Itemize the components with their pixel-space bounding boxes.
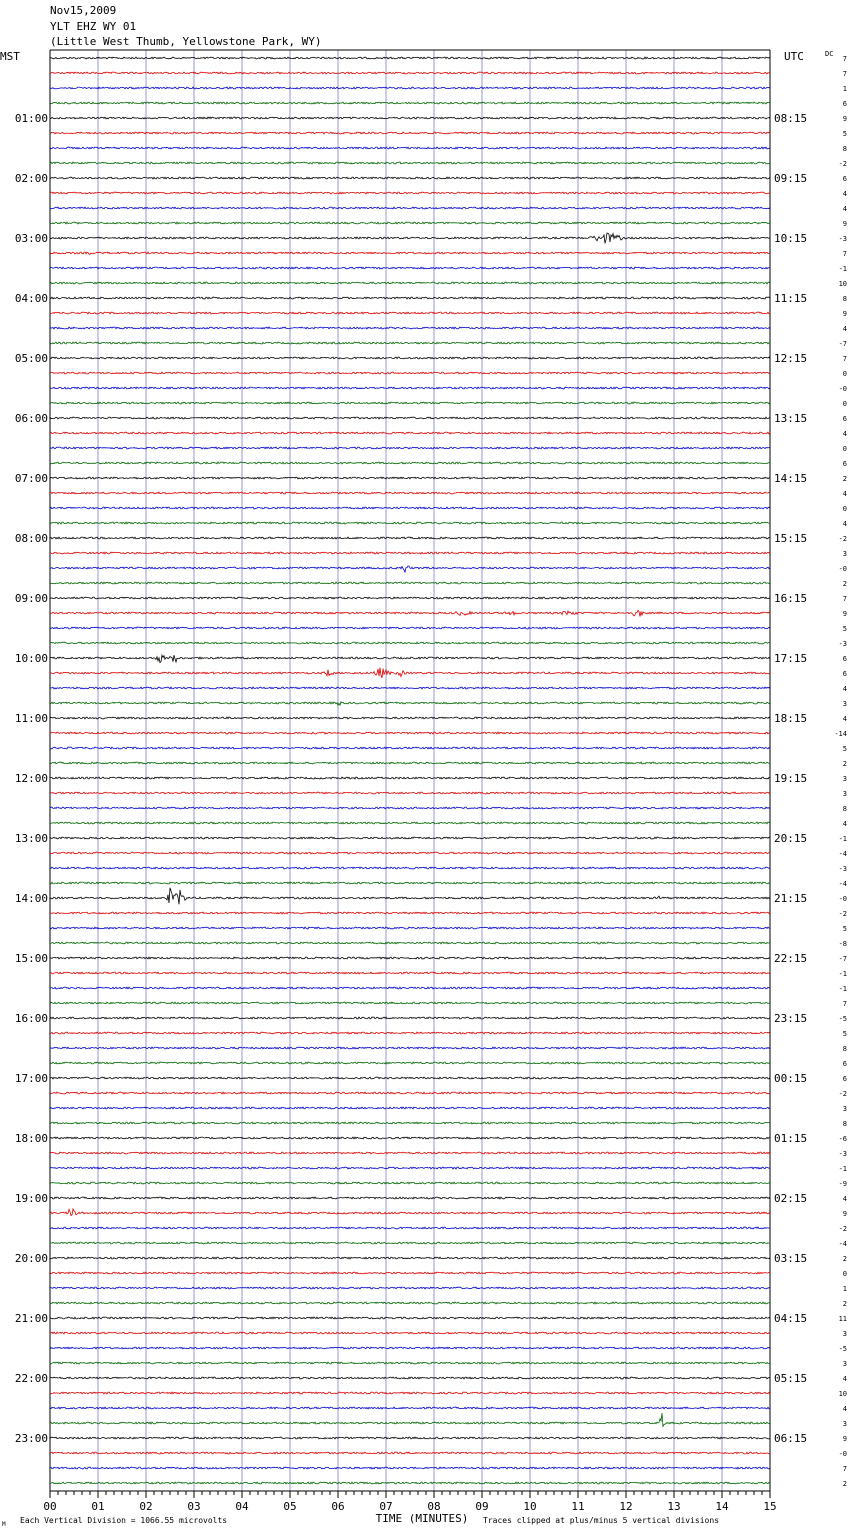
dc-offset-row-61: -1 (838, 970, 847, 978)
trace-row-71 (50, 1122, 770, 1124)
trace-row-60 (50, 957, 770, 959)
station-location: (Little West Thumb, Yellowstone Park, WY) (50, 35, 322, 48)
mst-hour-label: 19:00 (14, 1192, 48, 1205)
mst-hour-label: 04:00 (14, 292, 48, 305)
dc-offset-row-57: -2 (838, 910, 847, 918)
trace-row-94 (50, 1467, 770, 1469)
dc-offset-row-46: 5 (842, 745, 847, 753)
trace-row-70 (50, 1107, 770, 1109)
dc-offset-row-32: -2 (838, 535, 847, 543)
dc-offset-row-41: 6 (842, 670, 847, 678)
dc-offset-row-37: 9 (842, 610, 847, 618)
dc-offset-row-56: -0 (838, 895, 847, 903)
dc-offset-row-27: 6 (842, 460, 847, 468)
trace-row-17 (50, 312, 770, 314)
dc-offset-row-58: 5 (842, 925, 847, 933)
trace-row-34 (50, 566, 770, 572)
trace-row-82 (50, 1287, 770, 1289)
trace-row-12 (50, 233, 770, 243)
trace-row-74 (50, 1167, 770, 1169)
trace-row-29 (50, 492, 770, 494)
x-tick-label: 12 (619, 1500, 633, 1513)
trace-row-91 (50, 1413, 770, 1427)
dc-offset-row-10: 4 (842, 205, 847, 213)
dc-offset-row-70: 3 (842, 1105, 847, 1113)
dc-column-label: DC (825, 50, 834, 58)
trace-row-54 (50, 867, 770, 869)
dc-offset-row-75: -9 (838, 1180, 847, 1188)
utc-hour-label: 11:15 (774, 292, 808, 305)
trace-row-23 (50, 402, 770, 404)
trace-row-42 (50, 687, 770, 689)
mst-hour-label: 17:00 (14, 1072, 48, 1085)
dc-offset-row-67: 6 (842, 1060, 847, 1068)
mst-hour-label: 16:00 (14, 1012, 48, 1025)
dc-offset-row-12: -3 (838, 235, 847, 243)
dc-offset-row-28: 2 (842, 475, 847, 483)
trace-row-39 (50, 642, 770, 644)
dc-offset-row-2: 1 (842, 85, 847, 93)
utc-hour-label: 06:15 (774, 1432, 808, 1445)
utc-hour-label: 04:15 (774, 1312, 808, 1325)
dc-offset-row-40: 6 (842, 655, 847, 663)
dc-offset-row-6: 8 (842, 145, 847, 153)
trace-row-63 (50, 1002, 770, 1004)
dc-offset-row-85: 3 (842, 1330, 847, 1338)
trace-row-87 (50, 1362, 770, 1364)
x-tick-label: 00 (43, 1500, 57, 1513)
trace-row-86 (50, 1347, 770, 1349)
mst-hour-label: 07:00 (14, 472, 48, 485)
trace-row-18 (50, 327, 770, 329)
trace-row-49 (50, 792, 770, 794)
x-tick-label: 11 (571, 1500, 585, 1513)
trace-row-78 (50, 1227, 770, 1229)
trace-row-64 (50, 1017, 770, 1019)
utc-hour-label: 23:15 (774, 1012, 808, 1025)
trace-row-84 (50, 1317, 770, 1319)
trace-row-92 (50, 1437, 770, 1439)
utc-hour-label: 02:15 (774, 1192, 808, 1205)
dc-offset-row-30: 0 (842, 505, 847, 513)
trace-row-0 (50, 57, 770, 59)
dc-offset-row-86: -5 (838, 1345, 847, 1353)
dc-offset-row-25: 4 (842, 430, 847, 438)
trace-row-43 (50, 702, 770, 706)
mst-hour-label: 14:00 (14, 892, 48, 905)
trace-row-90 (50, 1407, 770, 1409)
trace-row-41 (50, 668, 770, 678)
trace-row-58 (50, 927, 770, 929)
mst-hour-label: 12:00 (14, 772, 48, 785)
x-tick-label: 04 (235, 1500, 249, 1513)
utc-hour-label: 03:15 (774, 1252, 808, 1265)
dc-offset-row-83: 2 (842, 1300, 847, 1308)
trace-row-75 (50, 1182, 770, 1184)
dc-offset-row-11: 9 (842, 220, 847, 228)
dc-offset-row-5: 5 (842, 130, 847, 138)
utc-hour-label: 01:15 (774, 1132, 808, 1145)
trace-row-93 (50, 1452, 770, 1454)
dc-offset-row-43: 3 (842, 700, 847, 708)
dc-offset-row-23: 0 (842, 400, 847, 408)
trace-row-2 (50, 87, 770, 89)
dc-offset-row-18: 4 (842, 325, 847, 333)
trace-row-57 (50, 912, 770, 914)
dc-offset-row-81: 0 (842, 1270, 847, 1278)
dc-offset-row-42: 4 (842, 685, 847, 693)
trace-row-8 (50, 177, 770, 179)
x-tick-label: 09 (475, 1500, 489, 1513)
trace-row-28 (50, 477, 770, 479)
utc-hour-label: 19:15 (774, 772, 808, 785)
dc-offset-row-90: 4 (842, 1405, 847, 1413)
dc-offset-row-52: -1 (838, 835, 847, 843)
dc-offset-row-92: 9 (842, 1435, 847, 1443)
x-tick-label: 02 (139, 1500, 153, 1513)
dc-offset-row-38: 5 (842, 625, 847, 633)
dc-offset-row-94: 7 (842, 1465, 847, 1473)
trace-row-73 (50, 1152, 770, 1154)
utc-hour-label: 20:15 (774, 832, 808, 845)
trace-row-25 (50, 432, 770, 434)
mst-hour-label: 22:00 (14, 1372, 48, 1385)
dc-offset-row-13: 7 (842, 250, 847, 258)
trace-row-68 (50, 1077, 770, 1079)
trace-row-40 (50, 655, 770, 662)
dc-offset-row-3: 6 (842, 100, 847, 108)
dc-offset-row-76: 4 (842, 1195, 847, 1203)
dc-offset-row-62: -1 (838, 985, 847, 993)
trace-row-10 (50, 207, 770, 209)
trace-row-53 (50, 852, 770, 854)
trace-row-81 (50, 1272, 770, 1274)
x-tick-label: 05 (283, 1500, 297, 1513)
dc-offset-row-45: -14 (834, 730, 847, 738)
trace-row-89 (50, 1392, 770, 1394)
trace-row-38 (50, 627, 770, 629)
dc-offset-row-29: 4 (842, 490, 847, 498)
dc-offset-row-64: -5 (838, 1015, 847, 1023)
trace-row-50 (50, 807, 770, 809)
trace-row-22 (50, 387, 770, 389)
dc-offset-row-24: 6 (842, 415, 847, 423)
dc-offset-row-53: -4 (838, 850, 847, 858)
trace-row-24 (50, 417, 770, 419)
x-tick-label: 13 (667, 1500, 681, 1513)
trace-row-45 (50, 732, 770, 734)
trace-row-4 (50, 117, 770, 119)
mst-hour-label: 02:00 (14, 172, 48, 185)
dc-offset-row-17: 9 (842, 310, 847, 318)
clip-note: Traces clipped at plus/minus 5 vertical divisions (483, 1516, 720, 1525)
dc-offset-row-22: -0 (838, 385, 847, 393)
dc-offset-row-69: -2 (838, 1090, 847, 1098)
utc-hour-label: 21:15 (774, 892, 808, 905)
mst-hour-label: 08:00 (14, 532, 48, 545)
dc-offset-row-91: 3 (842, 1420, 847, 1428)
utc-hour-label: 22:15 (774, 952, 808, 965)
trace-row-3 (50, 102, 770, 104)
trace-row-20 (50, 357, 770, 359)
dc-offset-row-68: 6 (842, 1075, 847, 1083)
trace-row-46 (50, 747, 770, 749)
x-axis-title: TIME (MINUTES) (375, 1512, 469, 1525)
trace-row-83 (50, 1302, 770, 1304)
trace-row-67 (50, 1062, 770, 1064)
trace-row-33 (50, 552, 770, 554)
mst-hour-label: 09:00 (14, 592, 48, 605)
trace-row-13 (50, 252, 770, 254)
dc-offset-row-7: -2 (838, 160, 847, 168)
trace-row-44 (50, 717, 770, 719)
mst-hour-label: 23:00 (14, 1432, 48, 1445)
mst-hour-label: 03:00 (14, 232, 48, 245)
trace-row-48 (50, 777, 770, 779)
dc-offset-row-9: 4 (842, 190, 847, 198)
trace-row-31 (50, 522, 770, 524)
x-tick-label: 14 (715, 1500, 729, 1513)
dc-offset-row-77: 9 (842, 1210, 847, 1218)
trace-row-32 (50, 537, 770, 539)
trace-row-36 (50, 597, 770, 599)
dc-offset-row-1: 7 (842, 70, 847, 78)
utc-hour-label: 08:15 (774, 112, 808, 125)
dc-offset-row-93: -0 (838, 1450, 847, 1458)
mst-hour-label: 05:00 (14, 352, 48, 365)
dc-offset-row-49: 3 (842, 790, 847, 798)
trace-row-51 (50, 822, 770, 824)
trace-row-14 (50, 267, 770, 269)
dc-offset-row-36: 7 (842, 595, 847, 603)
trace-row-9 (50, 192, 770, 194)
trace-row-66 (50, 1047, 770, 1049)
trace-row-35 (50, 582, 770, 584)
trace-row-56 (50, 888, 770, 905)
dc-offset-row-34: -0 (838, 565, 847, 573)
dc-offset-row-50: 8 (842, 805, 847, 813)
x-tick-label: 01 (91, 1500, 105, 1513)
dc-offset-row-33: 3 (842, 550, 847, 558)
dc-offset-row-0: 7 (842, 55, 847, 63)
dc-offset-row-21: 0 (842, 370, 847, 378)
scale-note: Each Vertical Division = 1066.55 microvolts (20, 1516, 228, 1525)
dc-offset-row-59: -8 (838, 940, 847, 948)
utc-hour-label: 10:15 (774, 232, 808, 245)
dc-offset-row-60: -7 (838, 955, 847, 963)
x-tick-label: 07 (379, 1500, 393, 1513)
right-timezone-label: UTC (784, 50, 804, 63)
trace-row-27 (50, 462, 770, 464)
dc-offset-row-80: 2 (842, 1255, 847, 1263)
utc-hour-label: 00:15 (774, 1072, 808, 1085)
mst-hour-label: 13:00 (14, 832, 48, 845)
utc-hour-label: 18:15 (774, 712, 808, 725)
trace-row-6 (50, 147, 770, 149)
dc-offset-row-73: -3 (838, 1150, 847, 1158)
dc-offset-row-51: 4 (842, 820, 847, 828)
trace-row-69 (50, 1092, 770, 1094)
trace-row-15 (50, 282, 770, 284)
trace-row-26 (50, 447, 770, 449)
mst-hour-label: 18:00 (14, 1132, 48, 1145)
dc-offset-row-35: 2 (842, 580, 847, 588)
dc-offset-row-47: 2 (842, 760, 847, 768)
station-code: YLT EHZ WY 01 (50, 20, 137, 33)
trace-row-37 (50, 610, 770, 616)
dc-offset-row-8: 6 (842, 175, 847, 183)
trace-row-19 (50, 342, 770, 344)
utc-hour-label: 05:15 (774, 1372, 808, 1385)
trace-row-52 (50, 837, 770, 839)
x-tick-label: 10 (523, 1500, 537, 1513)
trace-row-80 (50, 1257, 770, 1259)
mst-hour-label: 01:00 (14, 112, 48, 125)
dc-offset-row-82: 1 (842, 1285, 847, 1293)
mst-hour-label: 06:00 (14, 412, 48, 425)
dc-offset-row-71: 8 (842, 1120, 847, 1128)
dc-offset-row-48: 3 (842, 775, 847, 783)
x-tick-label: 03 (187, 1500, 201, 1513)
dc-offset-row-87: 3 (842, 1360, 847, 1368)
trace-row-62 (50, 987, 770, 989)
utc-hour-label: 16:15 (774, 592, 808, 605)
trace-row-59 (50, 942, 770, 944)
dc-offset-row-78: -2 (838, 1225, 847, 1233)
mst-hour-label: 15:00 (14, 952, 48, 965)
corner-mark: M (2, 1521, 6, 1528)
trace-row-77 (50, 1209, 770, 1216)
x-tick-label: 06 (331, 1500, 345, 1513)
dc-offset-row-44: 4 (842, 715, 847, 723)
trace-row-5 (50, 132, 770, 134)
trace-row-47 (50, 762, 770, 764)
trace-row-85 (50, 1332, 770, 1334)
trace-row-55 (50, 882, 770, 884)
dc-offset-row-54: -3 (838, 865, 847, 873)
trace-row-72 (50, 1137, 770, 1139)
dc-offset-row-95: 2 (842, 1480, 847, 1488)
trace-row-16 (50, 297, 770, 299)
dc-offset-row-16: 8 (842, 295, 847, 303)
dc-offset-row-19: -7 (838, 340, 847, 348)
trace-row-30 (50, 507, 770, 509)
dc-offset-row-63: 7 (842, 1000, 847, 1008)
dc-offset-row-66: 8 (842, 1045, 847, 1053)
trace-row-21 (50, 372, 770, 374)
dc-offset-row-39: -3 (838, 640, 847, 648)
dc-offset-row-84: 11 (838, 1315, 847, 1323)
trace-row-1 (50, 72, 770, 74)
dc-offset-row-26: 0 (842, 445, 847, 453)
trace-row-79 (50, 1242, 770, 1244)
trace-row-65 (50, 1032, 770, 1034)
utc-hour-label: 13:15 (774, 412, 808, 425)
dc-offset-row-14: -1 (838, 265, 847, 273)
utc-hour-label: 14:15 (774, 472, 808, 485)
dc-offset-row-4: 9 (842, 115, 847, 123)
dc-offset-row-89: 10 (838, 1390, 847, 1398)
x-tick-label: 08 (427, 1500, 441, 1513)
dc-offset-row-15: 10 (838, 280, 847, 288)
dc-offset-row-65: 5 (842, 1030, 847, 1038)
dc-offset-row-72: -6 (838, 1135, 847, 1143)
trace-row-88 (50, 1377, 770, 1379)
dc-offset-row-20: 7 (842, 355, 847, 363)
dc-offset-row-74: -1 (838, 1165, 847, 1173)
record-date: Nov15,2009 (50, 4, 117, 17)
trace-row-95 (50, 1482, 770, 1484)
utc-hour-label: 15:15 (774, 532, 808, 545)
trace-row-7 (50, 162, 770, 164)
dc-offset-row-79: -4 (838, 1240, 847, 1248)
left-timezone-label: MST (0, 50, 20, 63)
x-tick-label: 15 (763, 1500, 777, 1513)
mst-hour-label: 20:00 (14, 1252, 48, 1265)
dc-offset-row-55: -4 (838, 880, 847, 888)
dc-offset-row-31: 4 (842, 520, 847, 528)
dc-offset-row-88: 4 (842, 1375, 847, 1383)
trace-row-61 (50, 972, 770, 974)
trace-row-11 (50, 222, 770, 224)
mst-hour-label: 21:00 (14, 1312, 48, 1325)
trace-row-76 (50, 1197, 770, 1199)
mst-hour-label: 11:00 (14, 712, 48, 725)
utc-hour-label: 09:15 (774, 172, 808, 185)
mst-hour-label: 10:00 (14, 652, 48, 665)
utc-hour-label: 17:15 (774, 652, 808, 665)
utc-hour-label: 12:15 (774, 352, 808, 365)
